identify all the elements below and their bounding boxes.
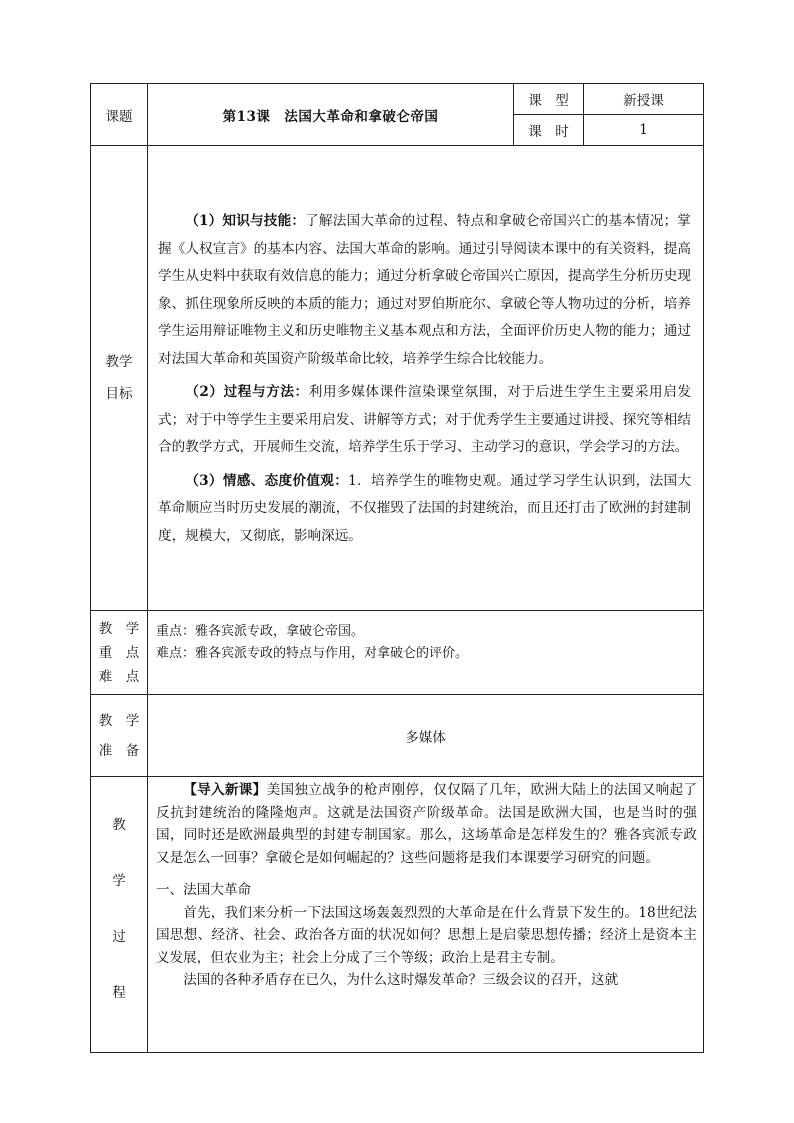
objectives-label [91, 146, 148, 611]
lesson-title: 第13课 法国大革命和拿破仑帝国 [148, 84, 514, 146]
objective-knowledge-head: （1）知识与技能： [185, 213, 306, 229]
keypoints-content [148, 611, 704, 695]
preparation-label-line1: 教 学 [98, 712, 140, 729]
process-label [91, 777, 148, 1053]
process-label-2: 学 [112, 873, 126, 889]
keypoints-label-line3: 难 点 [98, 668, 140, 685]
objective-process-head: （2）过程与方法： [185, 384, 309, 400]
process-content [148, 777, 704, 1053]
keypoints-label-line1: 教 学 [98, 620, 140, 637]
process-intro-body: 美国独立战争的枪声刚停，仅仅隔了几年，欧洲大陆上的法国又响起了反抗封建统治的隆隆炮声。这就是法国资产阶级革命。法国是欧洲大国，也是当时的强国，同时还是欧洲最典型的封建专制国家。那么，这场革命是怎样发生的？雅各宾派专政又是怎么一回事？拿破仑是如何崛起的？这些问题将是我们本课要学习研究的问题。 [156, 782, 698, 866]
process-paragraph-1: 首先，我们来分析一下法国这场轰轰烈烈的大革命是在什么背景下发生的。18世纪法国思想、经济、社会、政治各方面的状况如何？思想上是启蒙思想传播；经济上是资本主义发展，但农业为主；社会上分成了三个等级；政治上是君主专制。 [156, 904, 697, 966]
lesson-plan-table [90, 83, 704, 1053]
objective-knowledge-body: 了解法国大革命的过程、特点和拿破仑帝国兴亡的基本情况；掌握《人权宣言》的基本内容、法国大革命的影响。通过引导阅读本课中的有关资料，提高学生从史料中获取有效信息的能力；通过分析拿破仑帝国兴亡原因，提高学生分析历史现象、抓住现象所反映的本质的能力；通过对罗伯斯庇尔、拿破仑等人物功过的分析，培养学生运用辩证唯物主义和历史唯物主义基本观点和方法，全面评价历史人物的能力；通过对法国大革命和英国资产阶级革命比较，培养学生综合比较能力。 [158, 213, 691, 367]
keypoints-label-line2: 重 点 [98, 644, 140, 661]
process-label-3: 过 [112, 929, 126, 945]
objectives-label-line1: 教学 [105, 354, 133, 370]
keypoint-focus: 重点：雅各宾派专政，拿破仑帝国。 [156, 623, 365, 639]
type-value: 新授课 [584, 84, 704, 115]
process-intro [156, 779, 697, 869]
objectives-label-line2: 目标 [105, 386, 133, 402]
topic-label: 课题 [91, 84, 148, 146]
process-label-1: 教 [112, 817, 126, 833]
type-label: 课 型 [514, 84, 584, 115]
process-label-4: 程 [112, 985, 126, 1001]
objective-emotion [158, 468, 691, 551]
objective-emotion-body: 1．培养学生的唯物史观。通过学习学生认识到，法国大革命顺应当时历史发展的潮流，不仅摧毁了法国的封建统治，而且还打击了欧洲的封建制度，规模大，又彻底，影响深远。 [158, 472, 691, 544]
process-intro-head: 【导入新课】 [183, 782, 267, 798]
hours-value: 1 [584, 115, 704, 146]
objective-knowledge [158, 208, 691, 373]
preparation-value: 多媒体 [148, 695, 704, 777]
objectives-content [148, 146, 704, 611]
keypoints-label [91, 611, 148, 695]
keypoint-difficulty: 难点：雅各宾派专政的特点与作用，对拿破仑的评价。 [156, 645, 469, 661]
objective-emotion-head: （3）情感、态度价值观： [185, 472, 349, 489]
process-section-1: 一、法国大革命 [156, 882, 252, 898]
objective-process-body: 利用多媒体课件渲染课堂氛围，对于后进生学生主要采用启发式；对于中等学生主要采用启发、讲解等方式；对于优秀学生主要通过讲授、探究等相结合的教学方式，开展师生交流，培养学生乐于学习、主动学习的意识，学会学习的方法。 [158, 384, 691, 455]
process-paragraph-2: 法国的各种矛盾存在已久，为什么这时爆发革命？三级会议的召开，这就 [183, 972, 619, 988]
objective-process [158, 379, 691, 462]
preparation-label-line2: 准 备 [98, 742, 140, 759]
hours-label: 课 时 [514, 115, 584, 146]
preparation-label [91, 695, 148, 777]
lesson-plan-sheet [90, 83, 703, 1053]
